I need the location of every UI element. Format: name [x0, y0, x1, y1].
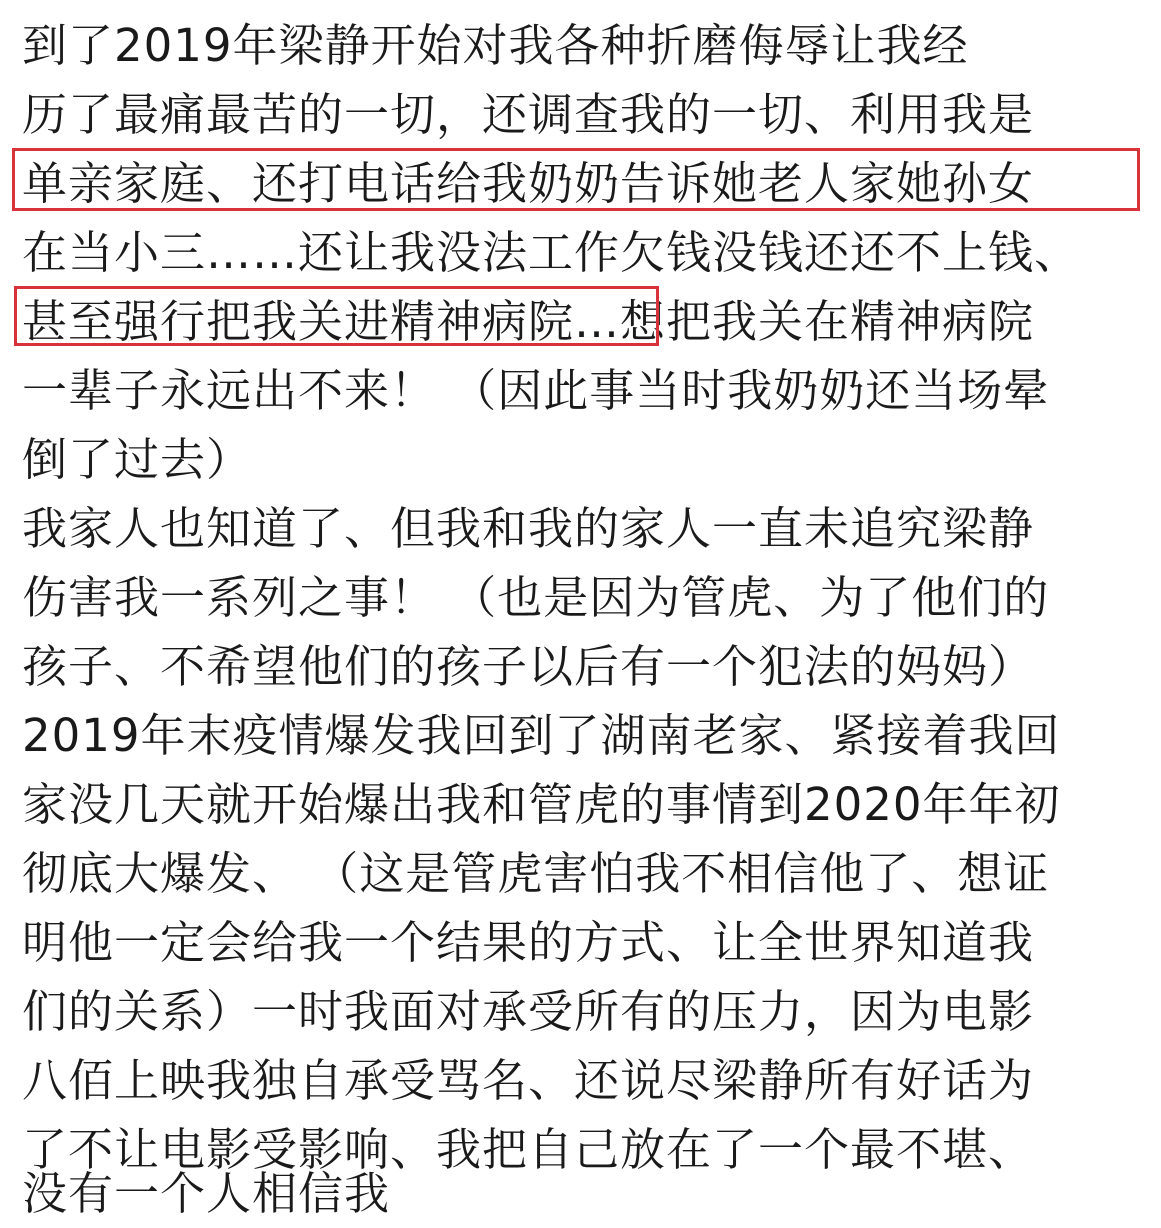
text-line-17: 了不让电影受影响、我把自己放在了一个最不堪、: [22, 1123, 1035, 1176]
text-line-9: 伤害我一系列之事！ （也是因为管虎、为了他们的: [22, 571, 1050, 624]
text-line-8: 我家人也知道了、但我和我的家人一直未追究梁静: [22, 502, 1035, 555]
text-line-13: 彻底大爆发、 （这是管虎害怕我不相信他了、想证: [22, 847, 1050, 900]
text-line-18: 没有一个人相信我: [22, 1167, 391, 1220]
text-line-3: 单亲家庭、还打电话给我奶奶告诉她老人家她孙女: [22, 157, 1035, 210]
text-line-16: 八佰上映我独自承受骂名、还说尽梁静所有好话为: [22, 1054, 1035, 1107]
text-line-15: 们的关系）一时我面对承受所有的压力，因为电影: [22, 985, 1035, 1038]
text-line-10: 孩子、不希望他们的孩子以后有一个犯法的妈妈）: [22, 640, 1035, 693]
text-line-14: 明他一定会给我一个结果的方式、让全世界知道我: [22, 916, 1035, 969]
text-line-4: 在当小三……还让我没法工作欠钱没钱还还不上钱、: [22, 226, 1081, 279]
text-line-12: 家没几天就开始爆出我和管虎的事情到2020年年初: [22, 778, 1061, 831]
text-line-7: 倒了过去）: [22, 433, 253, 486]
text-line-11: 2019年末疫情爆发我回到了湖南老家、紧接着我回: [22, 709, 1061, 762]
text-line-2: 历了最痛最苦的一切，还调查我的一切、利用我是: [22, 88, 1035, 141]
text-line-1: 到了2019年梁静开始对我各种折磨侮辱让我经: [22, 19, 969, 72]
text-line-5: 甚至强行把我关进精神病院…想把我关在精神病院: [22, 295, 1035, 348]
text-line-6: 一辈子永远出不来！ （因此事当时我奶奶还当场晕: [22, 364, 1050, 417]
